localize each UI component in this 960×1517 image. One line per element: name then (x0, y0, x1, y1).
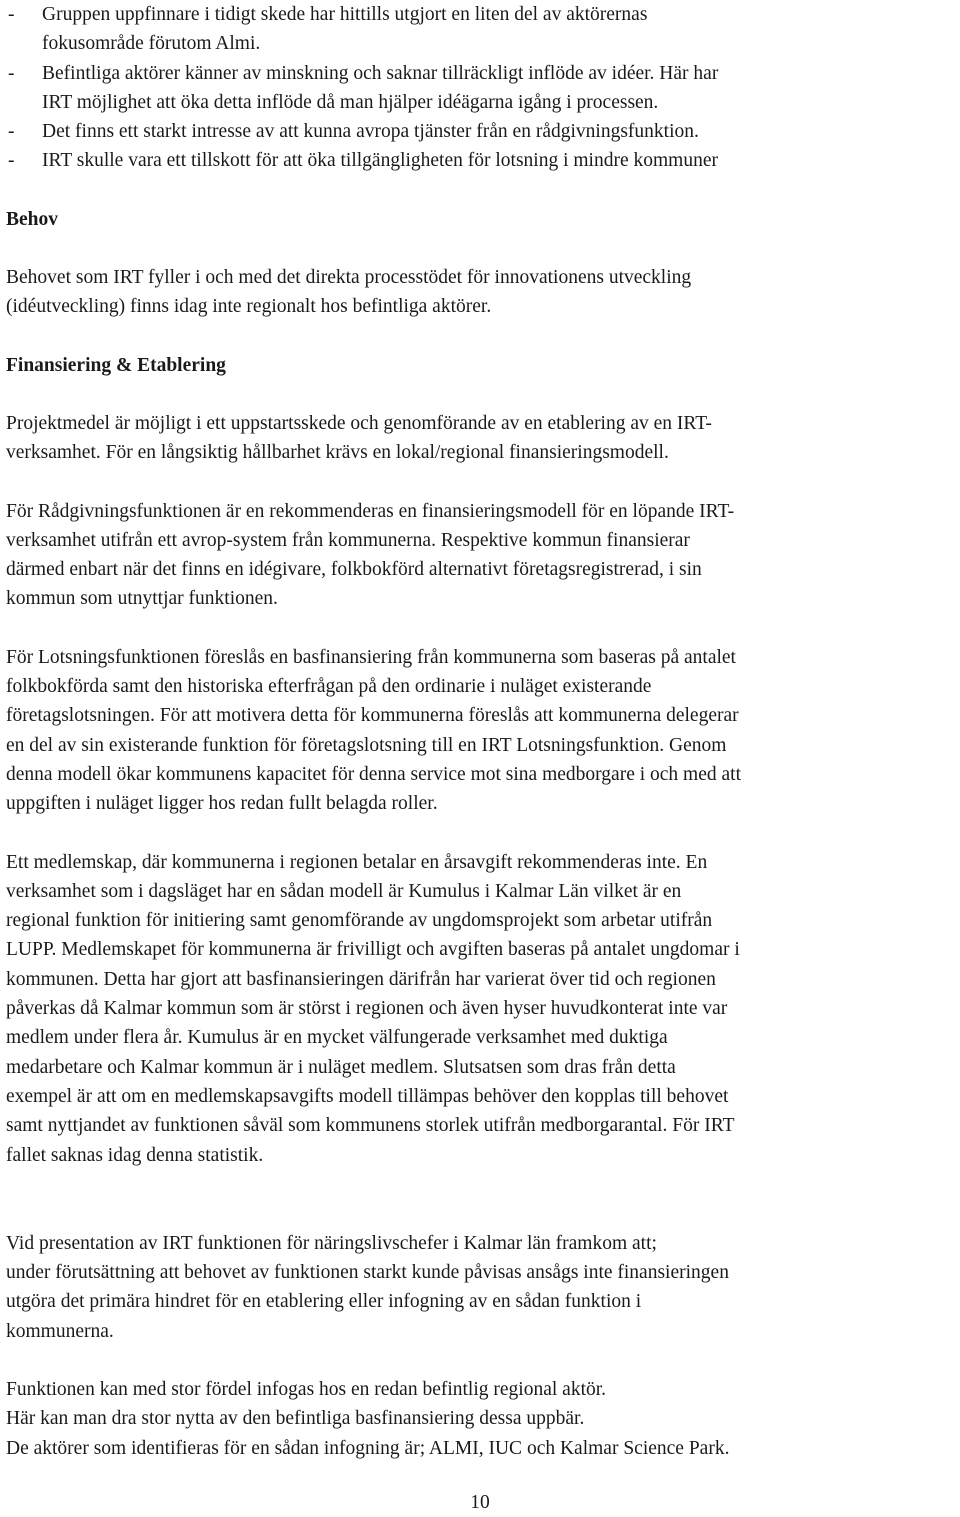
section-heading-behov: Behov (6, 208, 59, 230)
paragraph-line: LUPP. Medlemskapet för kommunerna är frivilligt och avgiften baseras på antalet ungdomar i (6, 939, 740, 961)
bullet-dash: - (8, 150, 15, 172)
paragraph-line: kommunerna. (6, 1320, 114, 1342)
bullet-text-line: IRT möjlighet att öka detta inflöde då man hjälper idéägarna igång i processen. (42, 91, 659, 113)
paragraph-line: kommunen. Detta har gjort att basfinansieringen därifrån har varierat över tid och regionen (6, 968, 716, 990)
bullet-dash: - (8, 121, 15, 143)
paragraph-line: verksamhet som i dagsläget har en sådan modell är Kumulus i Kalmar Län vilket är en (6, 880, 682, 902)
bullet-item (6, 117, 954, 146)
bullet-item (6, 59, 954, 118)
paragraph-presentation (6, 1229, 954, 1346)
paragraph-line: verksamhet. För en långsiktig hållbarhet krävs en lokal/regional finansieringsmodell. (6, 442, 669, 464)
paragraph-line: denna modell ökar kommunens kapacitet för denna service mot sina medborgare i och med att (6, 763, 741, 785)
paragraph-line: medlem under flera år. Kumulus är en mycket välfungerade verksamhet med duktiga (6, 1027, 668, 1049)
paragraph-line: Behovet som IRT fyller i och med det direkta processtödet för innovationens utveckling (6, 267, 692, 289)
paragraph-line: medarbetare och Kalmar kommun är i nuläget medlem. Slutsatsen som dras från detta (6, 1056, 676, 1078)
paragraph-projektmedel (6, 409, 954, 468)
paragraph-line: påverkas då Kalmar kommun som är störst i regionen och även hyser huvudkonterat inte var (6, 998, 728, 1020)
bullet-dash: - (8, 62, 15, 84)
paragraph-medlemskap (6, 848, 954, 1170)
bullet-text-line: IRT skulle vara ett tillskott för att öka tillgängligheten för lotsning i mindre kommuner (42, 150, 718, 172)
paragraph-line: verksamhet utifrån ett avrop-system från kommunerna. Respektive kommun finansierar (6, 529, 690, 551)
paragraph-infogning (6, 1375, 954, 1463)
bullet-text-line: Det finns ett starkt intresse av att kunna avropa tjänster från en rådgivningsfunktion. (42, 121, 699, 143)
paragraph-line: De aktörer som identifieras för en sådan infogning är; ALMI, IUC och Kalmar Science Park. (6, 1437, 730, 1459)
paragraph-line: Funktionen kan med stor fördel infogas hos en redan befintlig regional aktör. (6, 1378, 607, 1400)
bullet-dash: - (8, 4, 15, 25)
paragraph-line: För Rådgivningsfunktionen är en rekommenderas en finansieringsmodell för en löpande IRT- (6, 500, 735, 522)
paragraph-line: folkbokförda samt den historiska efterfrågan på den ordinarie i nuläget existerande (6, 676, 652, 698)
bullet-text-line: Gruppen uppfinnare i tidigt skede har hittills utgjort en liten del av aktörernas (42, 4, 648, 25)
behov-paragraph (6, 263, 954, 322)
page-number: 10 (470, 1492, 490, 1513)
paragraph-line: fallet saknas idag denna statistik. (6, 1144, 264, 1166)
paragraph-radgivning (6, 497, 954, 614)
paragraph-line: Ett medlemskap, där kommunerna i regionen betalar en årsavgift rekommenderas inte. En (6, 851, 708, 873)
paragraph-line: utgöra det primära hindret för en etablering eller infogning av en sådan funktion i (6, 1291, 642, 1313)
paragraph-line: företagslotsningen. För att motivera detta för kommunerna föreslås att kommunerna delegerar (6, 705, 739, 727)
paragraph-line: under förutsättning att behovet av funktionen starkt kunde påvisas ansågs inte finansieringen (6, 1262, 729, 1284)
paragraph-line: regional funktion för initiering samt genomförande av ungdomsprojekt som arbetar utifrån (6, 910, 713, 932)
paragraph-line: Här kan man dra stor nytta av den befintliga basfinansiering dessa uppbär. (6, 1408, 585, 1430)
paragraph-line: Projektmedel är möjligt i ett uppstartsskede och genomförande av en etablering av en IRT- (6, 412, 712, 434)
paragraph-line: uppgiften i nuläget ligger hos redan fullt belagda roller. (6, 793, 438, 815)
paragraph-line: För Lotsningsfunktionen föreslås en basfinansiering från kommunerna som baseras på antalet (6, 646, 736, 668)
paragraph-line: kommun som utnyttjar funktionen. (6, 588, 278, 610)
bullet-text-line: fokusområde förutom Almi. (42, 33, 261, 55)
paragraph-line: en del av sin existerande funktion för företagslotsning till en IRT Lotsningsfunktion. Genom (6, 734, 727, 756)
bullet-text-line: Befintliga aktörer känner av minskning och saknar tillräckligt inflöde av idéer. Här har (42, 62, 719, 84)
document-page (6, 0, 954, 1463)
paragraph-lotsning (6, 643, 954, 819)
paragraph-line: samt nyttjandet av funktionen såväl som kommunens storlek utifrån medborgarantal. För IRT (6, 1115, 735, 1137)
paragraph-line: (idéutveckling) finns idag inte regionalt hos befintliga aktörer. (6, 296, 492, 318)
paragraph-line: exempel är att om en medlemskapsavgifts modell tillämpas behöver den kopplas till behovet (6, 1085, 729, 1107)
paragraph-line: därmed enbart när det finns en idégivare, folkbokförd alternativt företagsregistrerad, i sin (6, 559, 702, 581)
bullet-list (6, 0, 954, 176)
section-heading-finansiering: Finansiering & Etablering (6, 354, 226, 376)
bullet-item (6, 0, 954, 59)
paragraph-line: Vid presentation av IRT funktionen för näringslivschefer i Kalmar län framkom att; (6, 1232, 657, 1254)
bullet-item (6, 146, 954, 175)
